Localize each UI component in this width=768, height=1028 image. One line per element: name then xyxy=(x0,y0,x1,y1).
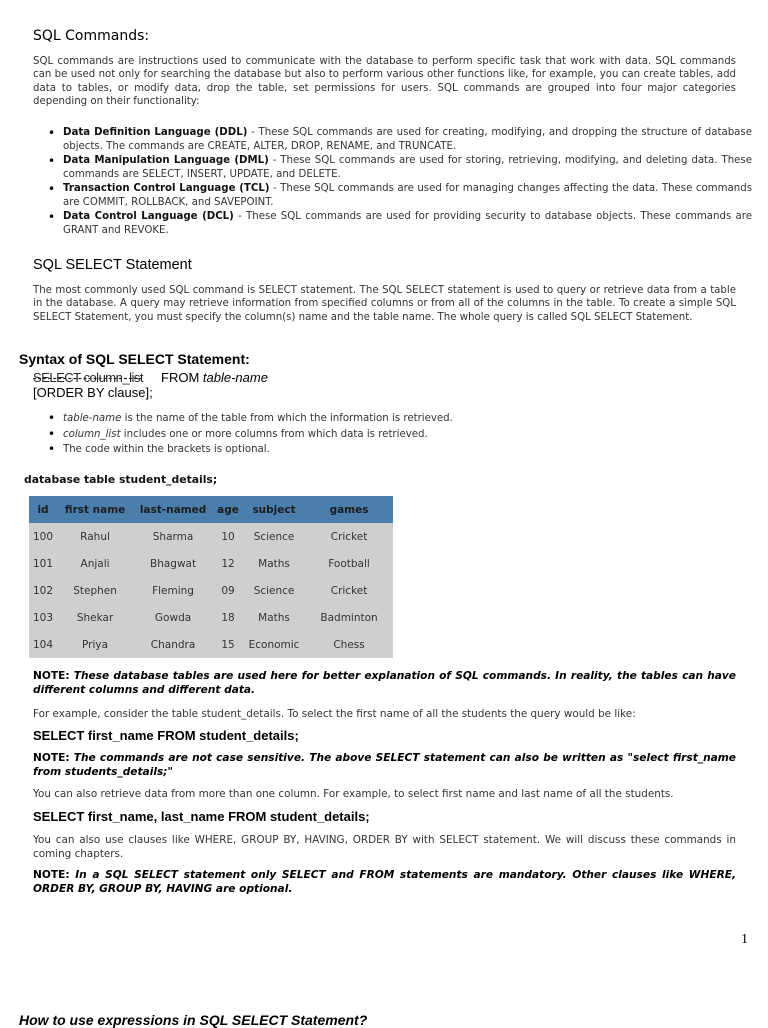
table-cell: Maths xyxy=(243,550,305,577)
column-header: first name xyxy=(57,496,133,523)
table-cell: 102 xyxy=(29,577,57,604)
syntax-line-2: [ORDER BY clause]; xyxy=(33,385,153,400)
table-cell: Badminton xyxy=(305,604,393,631)
example-2: You can also retrieve data from more than one column. For example, to select first name and last name of all the students. xyxy=(33,788,674,800)
table-cell: Cricket xyxy=(305,577,393,604)
table-cell: 09 xyxy=(213,577,243,604)
table-row xyxy=(29,523,393,550)
table-row xyxy=(29,550,393,577)
table-cell: 15 xyxy=(213,631,243,658)
note-1: NOTE: These database tables are used here for better explanation of SQL commands. In reality, the tables can have different columns and different data. xyxy=(33,670,736,696)
table-cell: 18 xyxy=(213,604,243,631)
table-cell: Chess xyxy=(305,631,393,658)
table-cell: Fleming xyxy=(133,577,213,604)
table-caption: database table student_details; xyxy=(24,473,218,486)
table-cell: Shekar xyxy=(57,604,133,631)
student-details-table-wrap xyxy=(29,496,393,658)
page-number: 1 xyxy=(741,932,748,947)
column-header: age xyxy=(213,496,243,523)
syntax-heading: Syntax of SQL SELECT Statement: xyxy=(19,351,250,367)
table-cell: 12 xyxy=(213,550,243,577)
command-category-list xyxy=(32,126,752,238)
list-item: • Transaction Control Language (TCL) - These SQL commands are used for managing changes affecting the data. These commands are COMMIT, ROLLBACK, and SAVEPOINT. xyxy=(63,182,752,210)
section-title-select-statement: SQL SELECT Statement xyxy=(33,257,192,273)
table-cell: Chandra xyxy=(133,631,213,658)
table-cell: Sharma xyxy=(133,523,213,550)
query-1: SELECT first_name FROM student_details; xyxy=(33,728,299,743)
table-cell: 100 xyxy=(29,523,57,550)
select-statement-intro: The most commonly used SQL command is SELECT statement. The SQL SELECT statement is used to query or retrieve data from a table in the database. A query may retrieve information from specified columns or from all of the columns in the table. To create a simple SQL SELECT Statement, you must specify the column(s) name and the table name. The whole query is called SQL SELECT Statement. xyxy=(33,285,736,323)
list-item: • table-name is the name of the table from which the information is retrieved. xyxy=(63,411,663,427)
table-cell: 101 xyxy=(29,550,57,577)
student-details-table xyxy=(29,496,393,658)
table-cell: Football xyxy=(305,550,393,577)
column-header: games xyxy=(305,496,393,523)
table-row xyxy=(29,577,393,604)
table-cell: Priya xyxy=(57,631,133,658)
list-item: • column_list includes one or more columns from which data is retrieved. xyxy=(63,427,663,443)
syntax-notes-list xyxy=(32,411,663,458)
example-1: For example, consider the table student_details. To select the first name of all the students the query would be like: xyxy=(33,708,636,720)
table-cell: Science xyxy=(243,523,305,550)
table-row xyxy=(29,631,393,658)
list-item: • Data Control Language (DCL) - These SQL commands are used for providing security to database objects. These commands are GRANT and REVOKE. xyxy=(63,210,752,238)
table-row xyxy=(29,604,393,631)
table-cell: Rahul xyxy=(57,523,133,550)
table-cell: 10 xyxy=(213,523,243,550)
note-2: NOTE: The commands are not case sensitive. The above SELECT statement can also be written as "select first_name from students_details;" xyxy=(33,752,736,778)
note-3: NOTE: In a SQL SELECT statement only SELECT and FROM statements are mandatory. Other clauses like WHERE, ORDER BY, GROUP BY, HAVING are optional. xyxy=(33,869,736,895)
query-2: SELECT first_name, last_name FROM student_details; xyxy=(33,809,370,824)
table-cell: Stephen xyxy=(57,577,133,604)
list-item: • Data Manipulation Language (DML) - These SQL commands are used for storing, retrieving, modifying, and deleting data. These commands are SELECT, INSERT, UPDATE, and DELETE. xyxy=(63,154,752,182)
next-section-heading: How to use expressions in SQL SELECT Statement? xyxy=(19,1012,368,1028)
section-title-sql-commands: SQL Commands: xyxy=(33,28,150,44)
table-cell: Cricket xyxy=(305,523,393,550)
sql-commands-intro: SQL commands are instructions used to communicate with the database to perform specific task that work with data. SQL commands can be used not only for searching the database but also to perform various other functions like, for example, you can create tables, add data to tables, or modify data, drop the table, set permissions for users. SQL commands are grouped into four major categories depending on their functionality: xyxy=(33,56,736,107)
list-item: • The code within the brackets is optional. xyxy=(63,442,663,458)
table-cell: Gowda xyxy=(133,604,213,631)
table-cell: Bhagwat xyxy=(133,550,213,577)
table-cell: 104 xyxy=(29,631,57,658)
example-3: You can also use clauses like WHERE, GROUP BY, HAVING, ORDER BY with SELECT statement. We will discuss these commands in coming chapters. xyxy=(33,834,736,860)
column-header: last-named xyxy=(133,496,213,523)
syntax-obscured-text: SELECT column_list xyxy=(33,370,143,385)
table-cell: 103 xyxy=(29,604,57,631)
table-cell: Science xyxy=(243,577,305,604)
table-cell: Anjali xyxy=(57,550,133,577)
table-cell: Economic xyxy=(243,631,305,658)
column-header: id xyxy=(29,496,57,523)
syntax-line-1: SELECT column_list FROM table-name xyxy=(33,370,268,385)
table-header-row xyxy=(29,496,393,523)
list-item: • Data Definition Language (DDL) - These SQL commands are used for creating, modifying, and dropping the structure of database objects. The commands are CREATE, ALTER, DROP, RENAME, and TRUNCATE. xyxy=(63,126,752,154)
table-cell: Maths xyxy=(243,604,305,631)
column-header: subject xyxy=(243,496,305,523)
